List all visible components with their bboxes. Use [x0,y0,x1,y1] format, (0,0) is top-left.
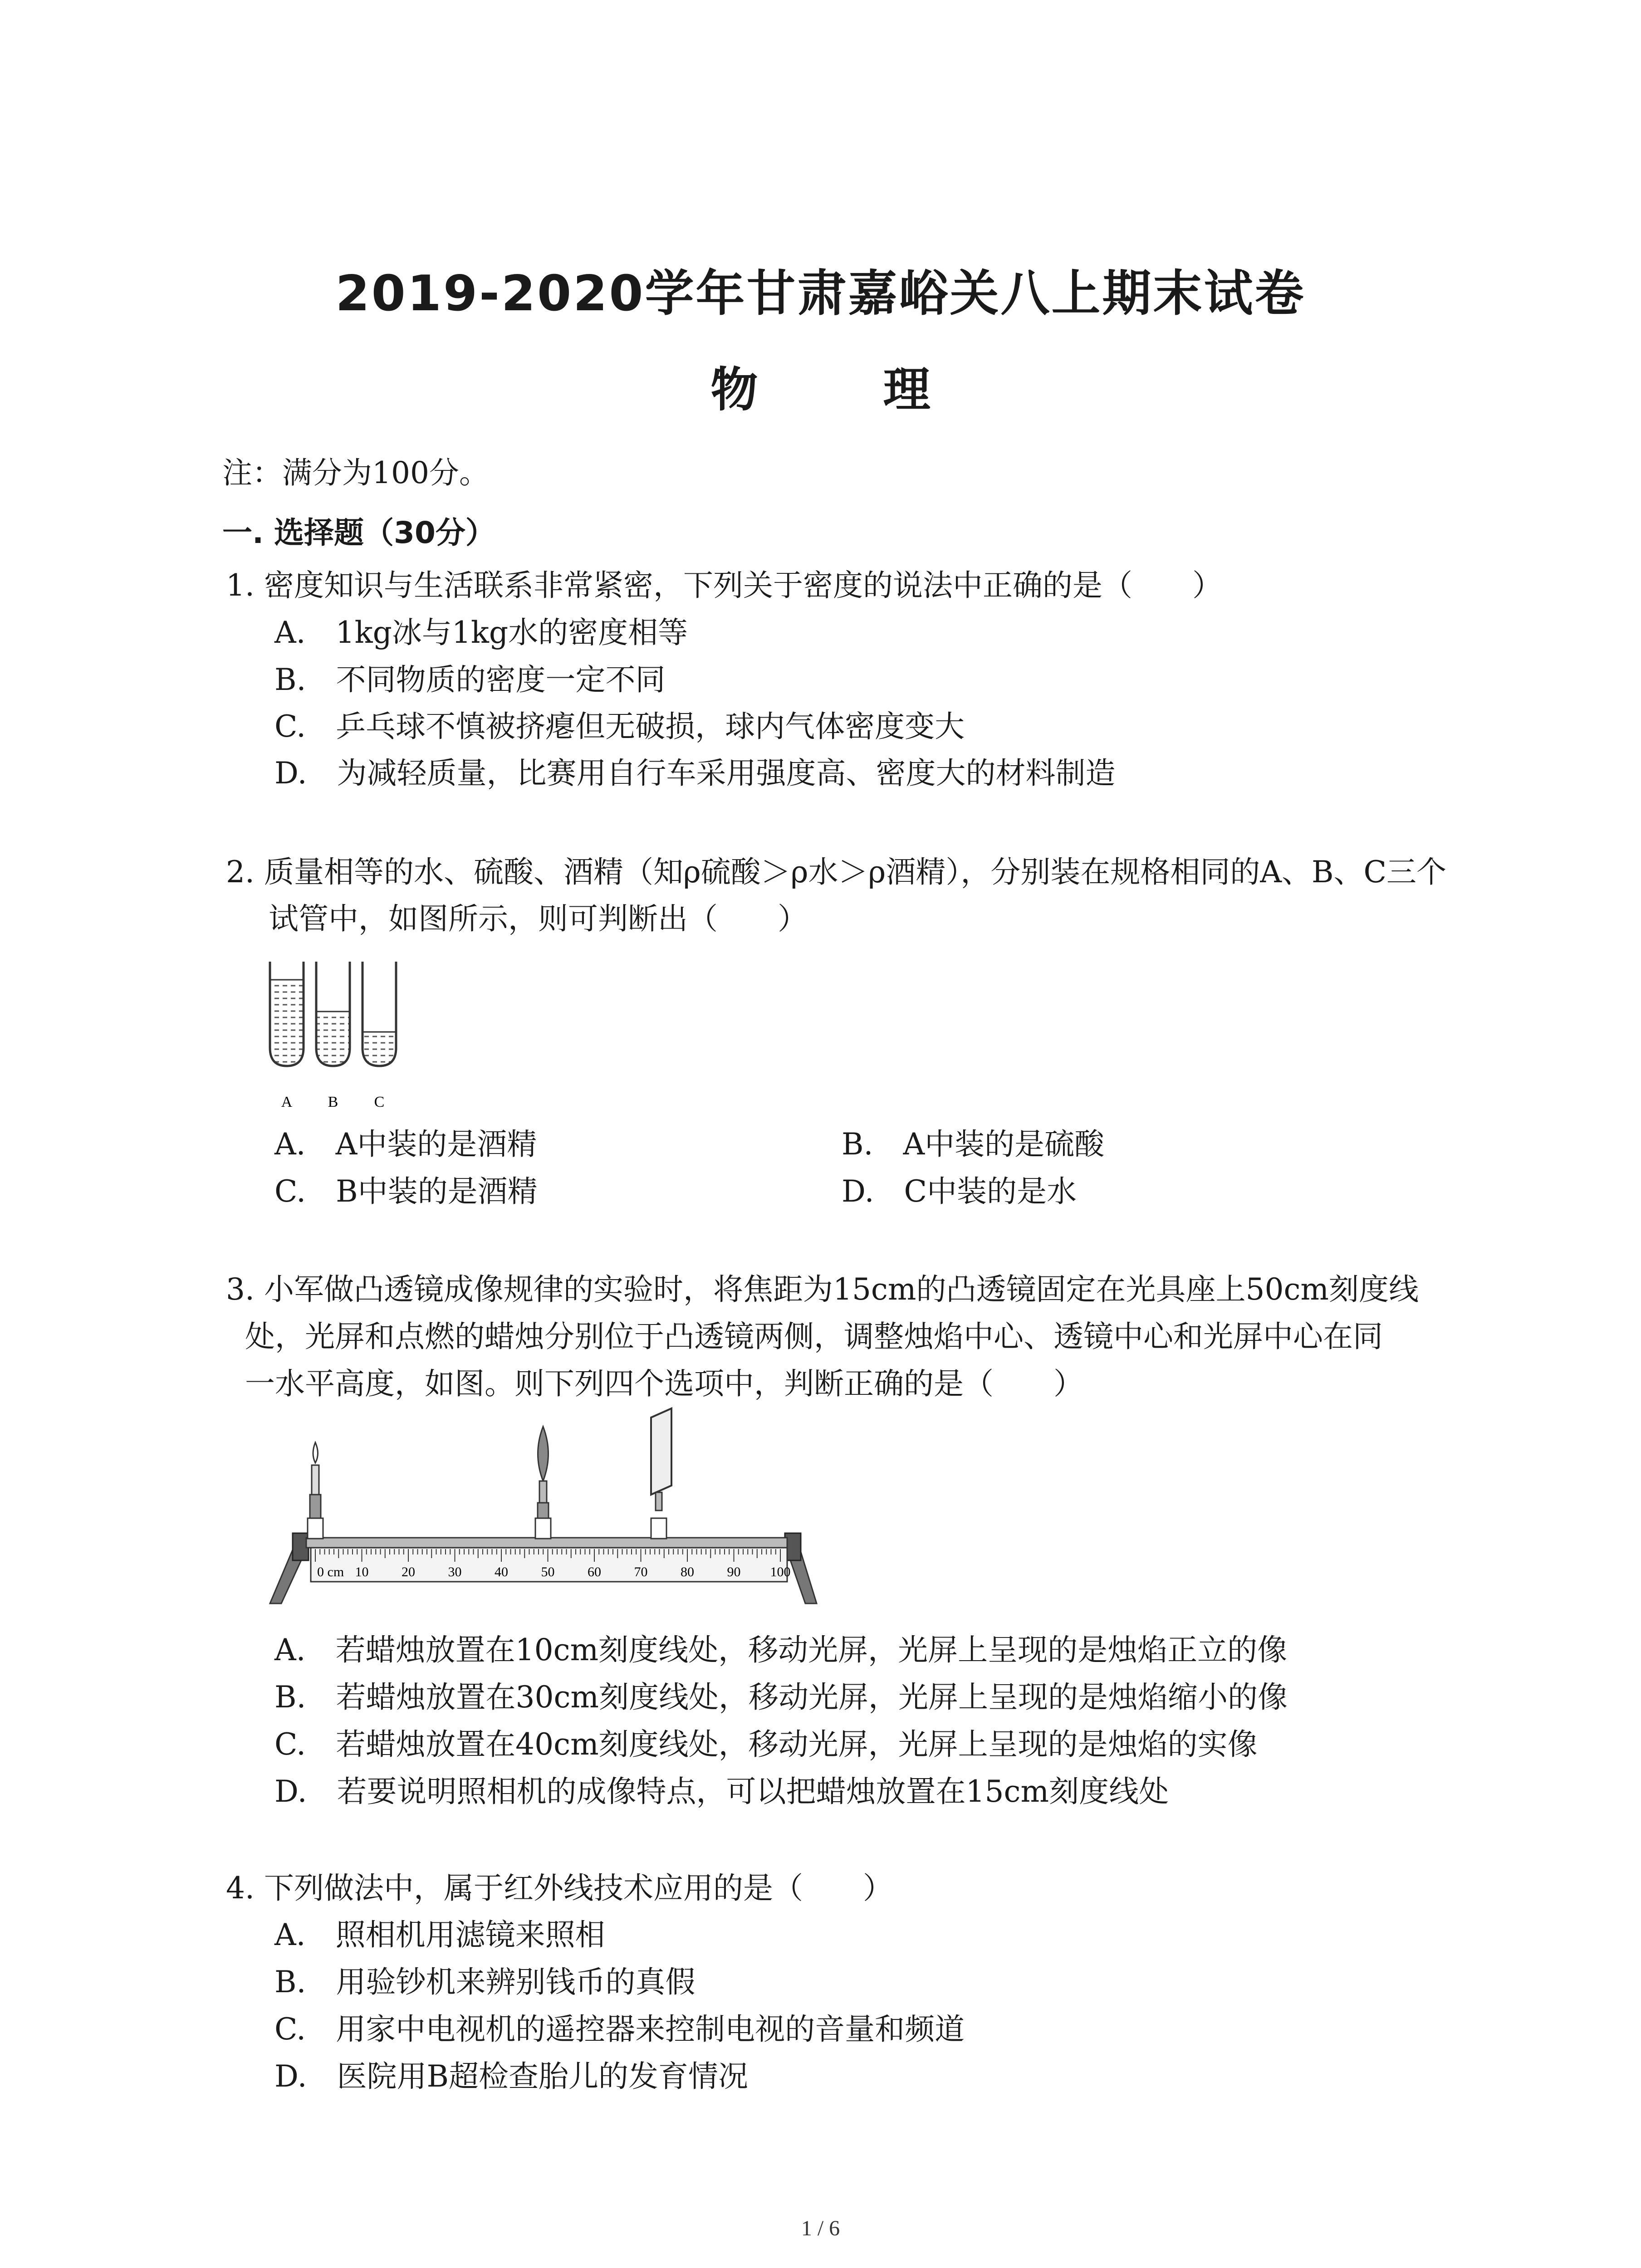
question-1-option-d: D. 为减轻质量，比赛用自行车采用强度高、密度大的材料制造 [274,756,1116,791]
ruler-label: 70 [634,1564,648,1579]
section-heading: 一. 选择题（30分） [222,515,495,550]
ruler-label: 0 cm [317,1564,344,1579]
ruler-label: 100 [770,1564,791,1579]
page-title: 2019-2020学年甘肃嘉峪关八上期末试卷 [335,265,1306,322]
ruler-label: 90 [727,1564,741,1579]
ruler-label: 10 [355,1564,369,1579]
question-3-option-b: B. 若蜡烛放置在30cm刻度线处，移动光屏，光屏上呈现的是烛焰缩小的像 [274,1680,1288,1715]
question-4-option-c: C. 用家中电视机的遥控器来控制电视的音量和频道 [274,2012,965,2047]
ruler-label: 80 [681,1564,694,1579]
subject-title: 物 理 [710,362,985,417]
question-2-option-c: C. B中装的是酒精 [274,1174,538,1209]
lens-icon [538,1427,549,1481]
question-4-option-a: A. 照相机用滤镜来照相 [274,1917,605,1952]
question-1-option-b: B. 不同物质的密度一定不同 [274,662,666,697]
question-3-stem-line3: 一水平高度，如图。则下列四个选项中，判断正确的是（ ） [245,1366,1083,1401]
question-4-option-b: B. 用验钞机来辨别钱币的真假 [274,1965,696,1999]
question-2-option-a: A. A中装的是酒精 [274,1127,537,1162]
ruler-label: 50 [541,1564,555,1579]
question-3-option-a: A. 若蜡烛放置在10cm刻度线处，移动光屏，光屏上呈现的是烛焰正立的像 [274,1633,1288,1667]
score-note: 注：满分为100分。 [222,455,489,490]
question-2-stem-line2: 试管中，如图所示，则可判断出（ ） [269,901,808,936]
ruler-label: 60 [588,1564,601,1579]
light-screen [651,1408,671,1539]
question-3-stem-line1: 3. 小军做凸透镜成像规律的实验时，将焦距为15cm的凸透镜固定在光具座上50cm刻度线 [226,1272,1419,1307]
question-2-option-d: D. C中装的是水 [842,1174,1077,1209]
ruler-label: 20 [402,1564,415,1579]
question-2-stem-line1: 2. 质量相等的水、硫酸、酒精（知ρ硫酸＞ρ水＞ρ酒精），分别装在规格相同的A、B、C三个 [226,855,1447,890]
question-3-option-c: C. 若蜡烛放置在40cm刻度线处，移动光屏，光屏上呈现的是烛焰的实像 [274,1727,1258,1762]
optical-bench-figure [268,1399,821,1617]
ruler-label: 30 [448,1564,462,1579]
tube-label-b: B [328,1094,338,1110]
question-2-option-b: B. A中装的是硫酸 [842,1127,1105,1162]
question-4-option-d: D. 医院用B超检查胎儿的发育情况 [274,2059,749,2094]
question-1-option-c: C. 乒乓球不慎被挤瘪但无破损，球内气体密度变大 [274,709,965,744]
convex-lens [535,1427,551,1539]
question-3-option-d: D. 若要说明照相机的成像特点，可以把蜡烛放置在15cm刻度线处 [274,1774,1169,1809]
candle [308,1442,323,1539]
page-number: 1 / 6 [801,2216,840,2240]
test-tubes-figure [265,957,422,1116]
question-3-stem-line2: 处，光屏和点燃的蜡烛分别位于凸透镜两侧，调整烛焰中心、透镜中心和光屏中心在同 [245,1319,1383,1354]
question-1-stem: 1. 密度知识与生活联系非常紧密，下列关于密度的说法中正确的是（ ） [226,568,1222,603]
ruler-label: 40 [495,1564,508,1579]
question-4-stem: 4. 下列做法中，属于红外线技术应用的是（ ） [226,1871,893,1906]
tube-label-c: C [374,1094,385,1110]
question-1-option-a: A. 1kg冰与1kg水的密度相等 [274,615,688,650]
candle-flame-icon [313,1442,318,1463]
tube-label-a: A [281,1094,293,1110]
screen-icon [651,1408,671,1495]
